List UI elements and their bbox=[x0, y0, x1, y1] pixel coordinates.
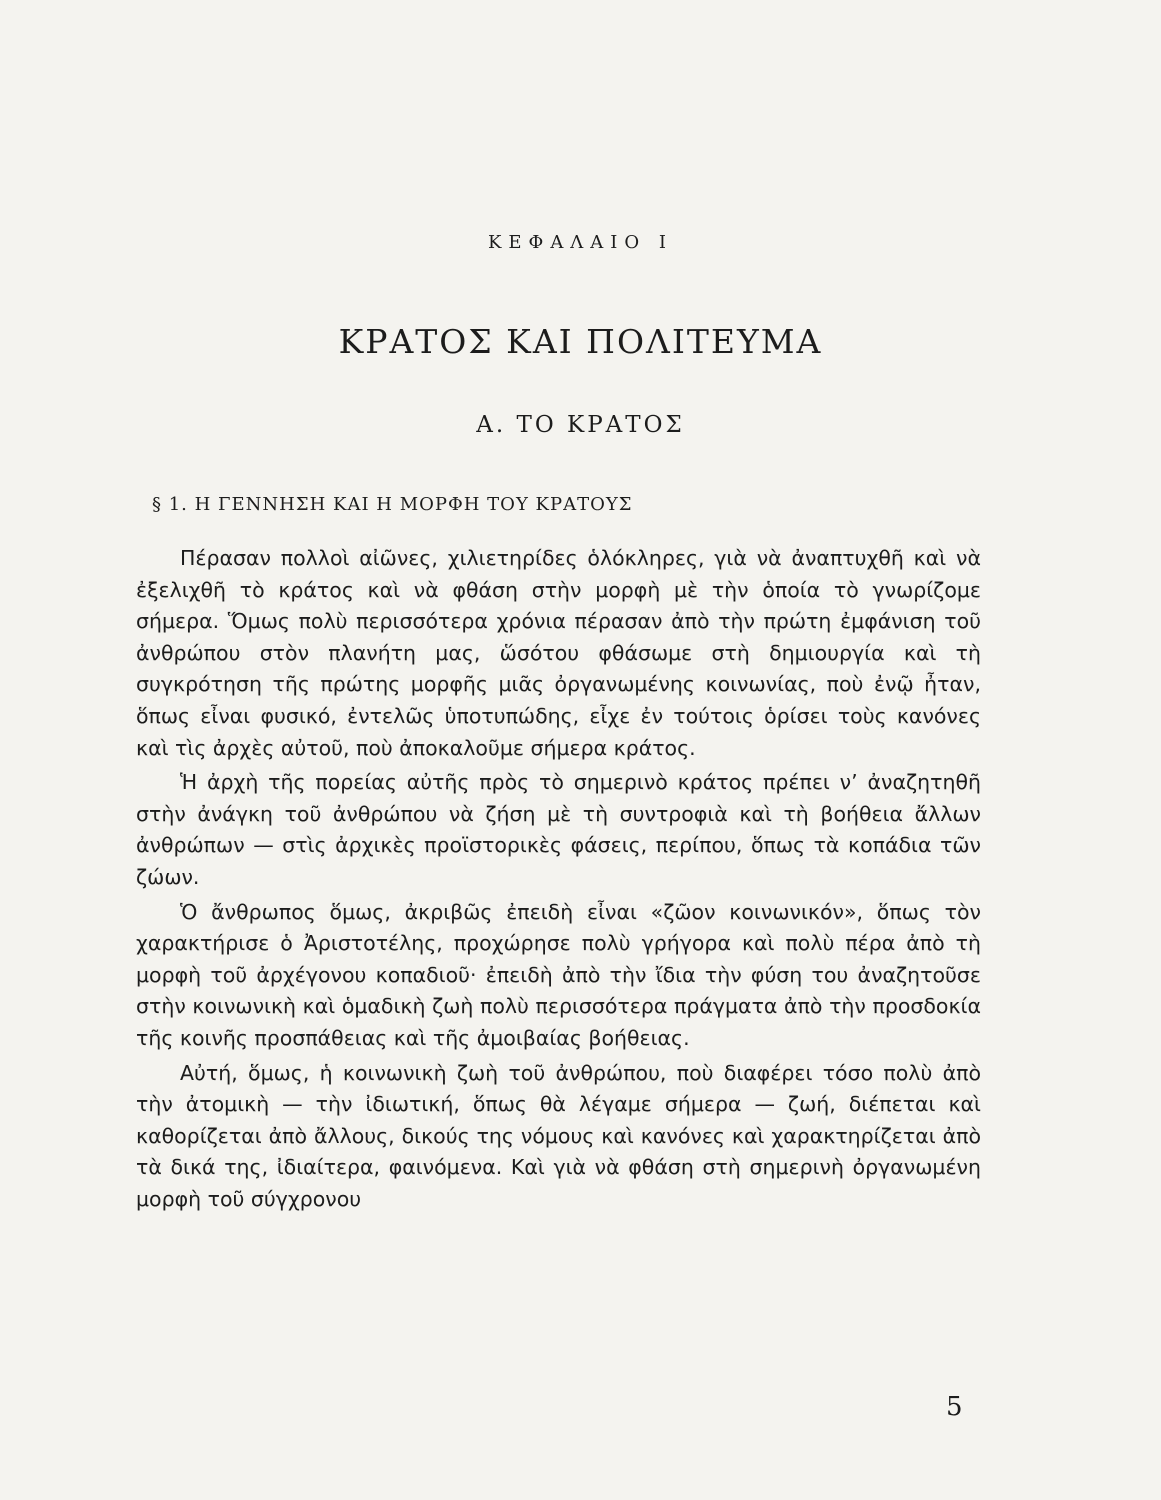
paragraph: Πέρασαν πολλοὶ αἰῶνες, χιλιετηρίδες ὁλόκληρες, γιὰ νὰ ἀναπτυχθῆ καὶ νὰ ἐξελιχθῆ τὸ κράτος καὶ νὰ φθάση στὴν μορφὴ μὲ τὴν ὁποία τὸ γνωρίζομε σήμερα. Ὅμως πολὺ περισσότερα χρόνια πέρασαν ἀπὸ τὴν πρώτη ἐμφάνιση τοῦ ἀνθρώπου στὸν πλανήτη μας, ὥσότου φθάσωμε στὴ δημιουργία καὶ τὴ συγκρότηση τῆς πρώτης μορφῆς μιᾶς ὀργανωμένης κοινωνίας, ποὺ ἐνῷ ἦταν, ὅπως εἶναι φυσικό, ἐντελῶς ὑποτυπώδης, εἶχε ἐν τούτοις ὁρίσει τοὺς κανόνες καὶ τὶς ἀρχὲς αὐτοῦ, ποὺ ἀποκαλοῦμε σήμερα κράτος. bbox=[136, 546, 981, 760]
paragraph: Ὁ ἄνθρωπος ὅμως, ἀκριβῶς ἐπειδὴ εἶναι «ζῶον κοινωνικόν», ὅπως τὸν χαρακτήρισε ὁ Ἀριστοτέλης, προχώρησε πολὺ γρήγορα καὶ πολὺ πέρα ἀπὸ τὴ μορφὴ τοῦ ἀρχέγονου κοπαδιοῦ· ἐπειδὴ ἀπὸ τὴν ἴδια τὴν φύση του ἀναζητοῦσε στὴν κοινωνικὴ καὶ ὁμαδικὴ ζωὴ πολὺ περισσότερα πράγματα ἀπὸ τὴν προσδοκία τῆς κοινῆς προσπάθειας καὶ τῆς ἀμοιβαίας βοήθειας. bbox=[136, 899, 981, 1050]
chapter-label: ΚΕΦΑΛΑΙΟ Ι bbox=[487, 232, 674, 253]
body-text bbox=[136, 543, 981, 1218]
paragraph: Αὐτή, ὅμως, ἡ κοινωνικὴ ζωὴ τοῦ ἀνθρώπου, ποὺ διαφέρει τόσο πολὺ ἀπὸ τὴν ἀτομικὴ — τὴν ἰδιωτική, ὅπως θὰ λέγαμε σήμερα — ζωή, διέπεται καὶ καθορίζεται ἀπὸ ἄλλους, δικούς της νόμους καὶ κανόνες καὶ χαρακτηρίζεται ἀπὸ τὰ δικά της, ἰδιαίτερα, φαινόμενα. Καὶ γιὰ νὰ φθάση στὴ σημερινὴ ὀργανωμένη μορφὴ τοῦ σύγχρονου bbox=[136, 1060, 981, 1211]
chapter-title: ΚΡΑΤΟΣ ΚΑΙ ΠΟΛΙΤΕΥΜΑ bbox=[338, 322, 823, 361]
part-title: Α. ΤΟ ΚΡΑΤΟΣ bbox=[476, 412, 685, 438]
page-number: 5 bbox=[946, 1392, 963, 1422]
section-title: § 1. Η ΓΕΝΝΗΣΗ ΚΑΙ Η ΜΟΡΦΗ ΤΟΥ ΚΡΑΤΟΥΣ bbox=[152, 494, 633, 515]
paragraph: Ἡ ἀρχὴ τῆς πορείας αὐτῆς πρὸς τὸ σημερινὸ κράτος πρέπει ν’ ἀναζητηθῆ στὴν ἀνάγκη τοῦ ἀνθρώπου νὰ ζήση μὲ τὴ συντροφιὰ καὶ τὴ βοήθεια ἄλλων ἀνθρώπων — στὶς ἀρχικὲς προϊστορικὲς φάσεις, περίπου, ὅπως τὰ κοπάδια τῶν ζώων. bbox=[136, 770, 981, 889]
